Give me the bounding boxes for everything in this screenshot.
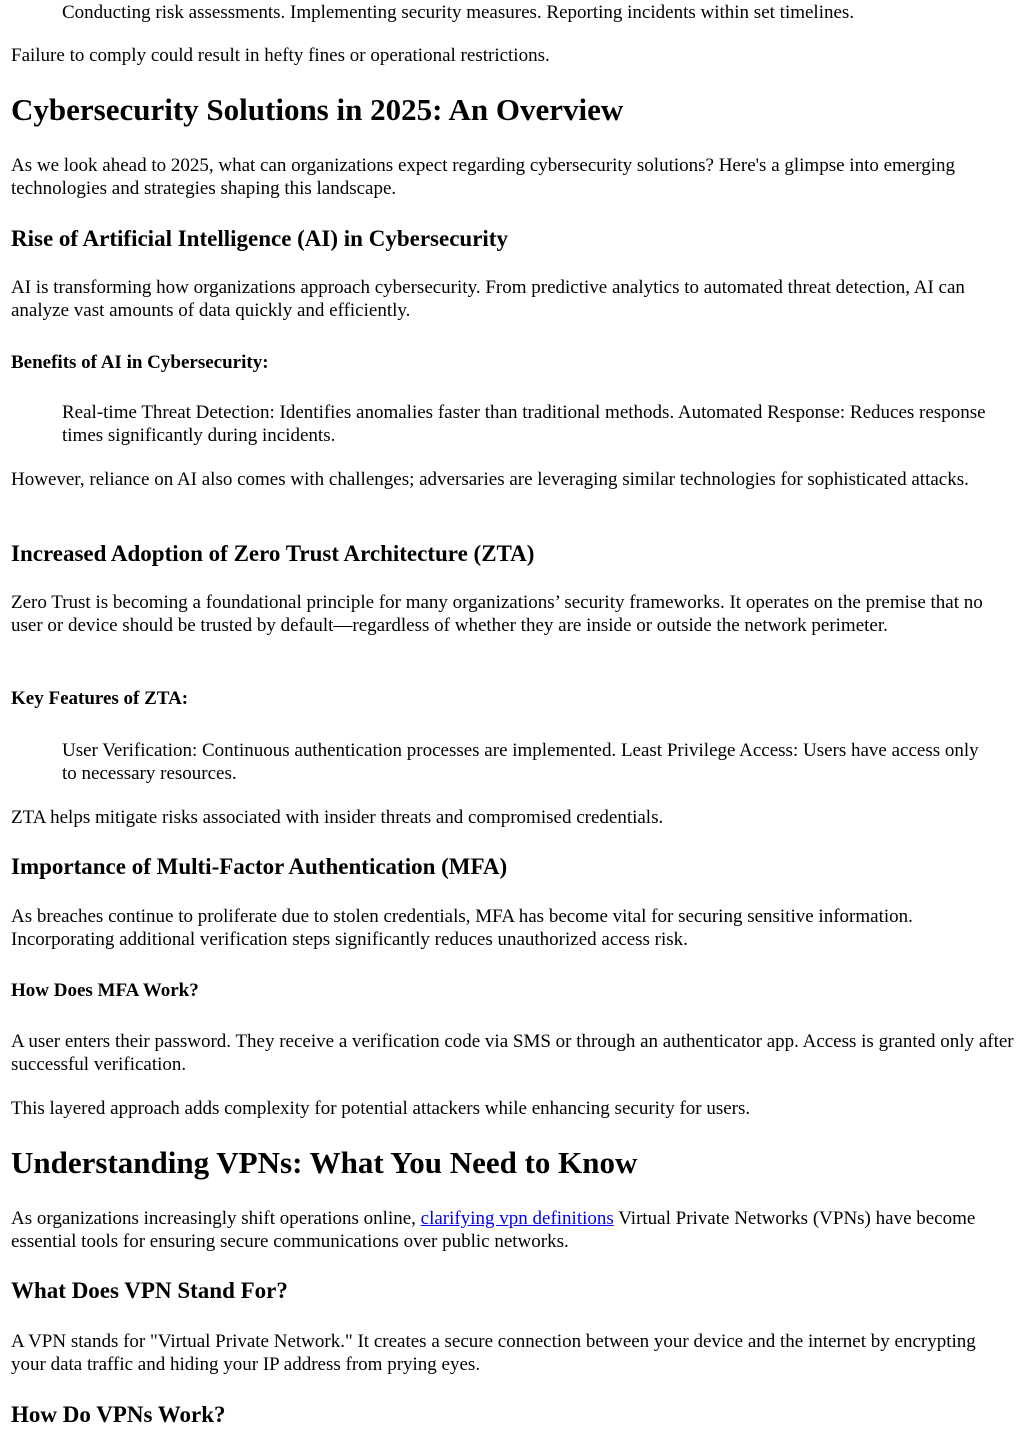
zta-features-heading: Key Features of ZTA: xyxy=(11,688,189,709)
vpn-stand-paragraph: A VPN stands for "Virtual Private Network." It creates a secure connection between your device and the internet by encrypting your data traffic and hiding your IP address from prying eyes. xyxy=(11,1331,976,1375)
mfa-how-paragraph: A user enters their password. They receive a verification code via SMS or through an authenticator app. Access is granted only after successful verification. xyxy=(11,1031,1014,1075)
vpn-definitions-link[interactable]: clarifying vpn definitions xyxy=(420,1208,614,1229)
risk-list-text: Conducting risk assessments. Implementing security measures. Reporting incidents within set timelines. xyxy=(62,2,855,23)
ai-benefits-heading: Benefits of AI in Cybersecurity: xyxy=(11,352,269,373)
vpn-work-heading: How Do VPNs Work? xyxy=(11,1402,226,1427)
overview-paragraph: As we look ahead to 2025, what can organizations expect regarding cybersecurity solutions? Here's a glimpse into emerging technologies and strategies shaping this landscape. xyxy=(11,155,956,199)
vpn-paragraph-text-after: Virtual Private Networks (VPNs) have become essential tools for ensuring secure communications over public networks. xyxy=(11,1208,976,1252)
mfa-heading: Importance of Multi-Factor Authentication (MFA) xyxy=(11,854,508,879)
failure-paragraph: Failure to comply could result in hefty fines or operational restrictions. xyxy=(11,45,550,66)
vpn-paragraph xyxy=(11,1207,1015,1253)
ai-challenges-paragraph: However, reliance on AI also comes with challenges; adversaries are leveraging similar technologies for sophisticated attacks. xyxy=(11,469,969,490)
ai-benefits-list-text: Real-time Threat Detection: Identifies anomalies faster than traditional methods. Automated Response: Reduces response times significantly during incidents. xyxy=(62,402,986,446)
zta-features-list-text: User Verification: Continuous authentication processes are implemented. Least Privilege Access: Users have access only to necessary resources. xyxy=(62,740,979,784)
mfa-layered-paragraph: This layered approach adds complexity for potential attackers while enhancing security for users. xyxy=(11,1098,751,1119)
zta-heading: Increased Adoption of Zero Trust Architecture (ZTA) xyxy=(11,541,535,566)
zta-mitigate-paragraph: ZTA helps mitigate risks associated with insider threats and compromised credentials. xyxy=(11,807,664,828)
vpn-paragraph-text-before: As organizations increasingly shift operations online, xyxy=(11,1208,421,1229)
ai-paragraph: AI is transforming how organizations approach cybersecurity. From predictive analytics to automated threat detection, AI can analyze vast amounts of data quickly and efficiently. xyxy=(11,277,965,321)
zta-paragraph: Zero Trust is becoming a foundational principle for many organizations’ security frameworks. It operates on the premise that no user or device should be trusted by default—regardless of whether they are inside or outside the network perimeter. xyxy=(11,592,983,636)
mfa-how-heading: How Does MFA Work? xyxy=(11,980,199,1001)
vpn-heading: Understanding VPNs: What You Need to Know xyxy=(11,1145,638,1180)
ai-heading: Rise of Artificial Intelligence (AI) in Cybersecurity xyxy=(11,226,508,251)
mfa-paragraph: As breaches continue to proliferate due to stolen credentials, MFA has become vital for securing sensitive information. Incorporating additional verification steps significantly reduces unauthorized access risk. xyxy=(11,906,913,950)
overview-heading: Cybersecurity Solutions in 2025: An Overview xyxy=(11,92,624,127)
vpn-stand-heading: What Does VPN Stand For? xyxy=(11,1278,288,1303)
